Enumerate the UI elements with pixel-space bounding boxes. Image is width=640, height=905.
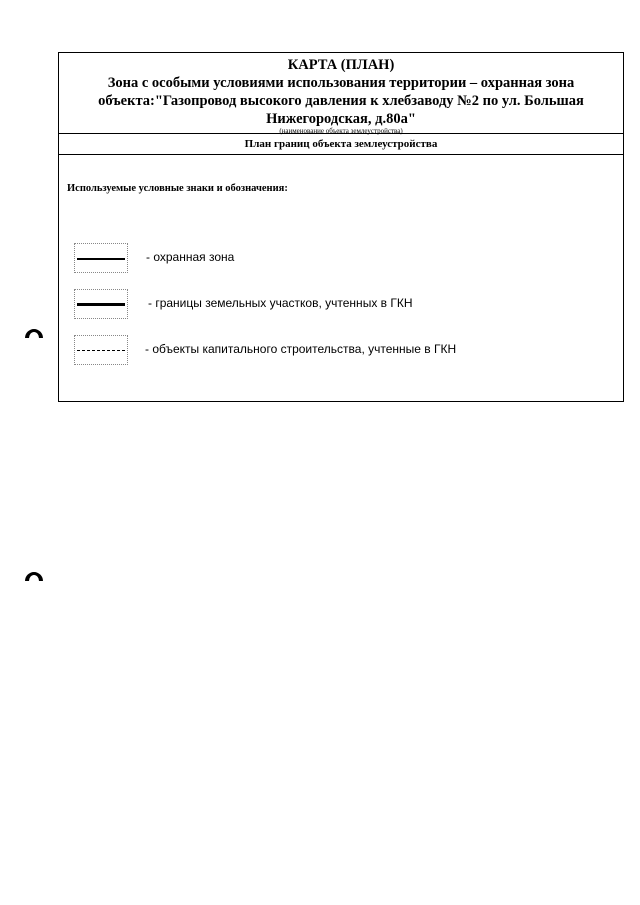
land-plot-boundary-line-symbol — [74, 289, 128, 319]
legend-label: - объекты капитального строительства, учтенные в ГКН — [145, 342, 457, 356]
legend-label: - охранная зона — [146, 250, 235, 264]
zone-description-line-2: объекта:"Газопровод высокого давления к хлебзаводу №2 по ул. Большая — [98, 93, 584, 109]
document-header — [59, 53, 623, 134]
legend-label: - границы земельных участков, учтенных в ГКН — [148, 296, 413, 310]
protection-zone-line-symbol — [74, 243, 128, 273]
punch-hole-mark-icon — [22, 563, 46, 583]
object-name-caption: (наименование объекта землеустройства) — [279, 127, 403, 135]
plan-boundaries-heading: План границ объекта землеустройства — [59, 134, 623, 155]
zone-description-line-3: Нижегородская, д.80а" — [266, 111, 416, 127]
capital-construction-line-symbol — [74, 335, 128, 365]
zone-description-line-1: Зона с особыми условиями использования территории – охранная зона — [107, 75, 575, 91]
legend-heading: Используемые условные знаки и обозначения: — [67, 183, 288, 194]
map-plan-frame — [58, 52, 624, 402]
punch-hole-mark-icon — [22, 320, 46, 340]
document-title: КАРТА (ПЛАН) — [287, 57, 395, 73]
